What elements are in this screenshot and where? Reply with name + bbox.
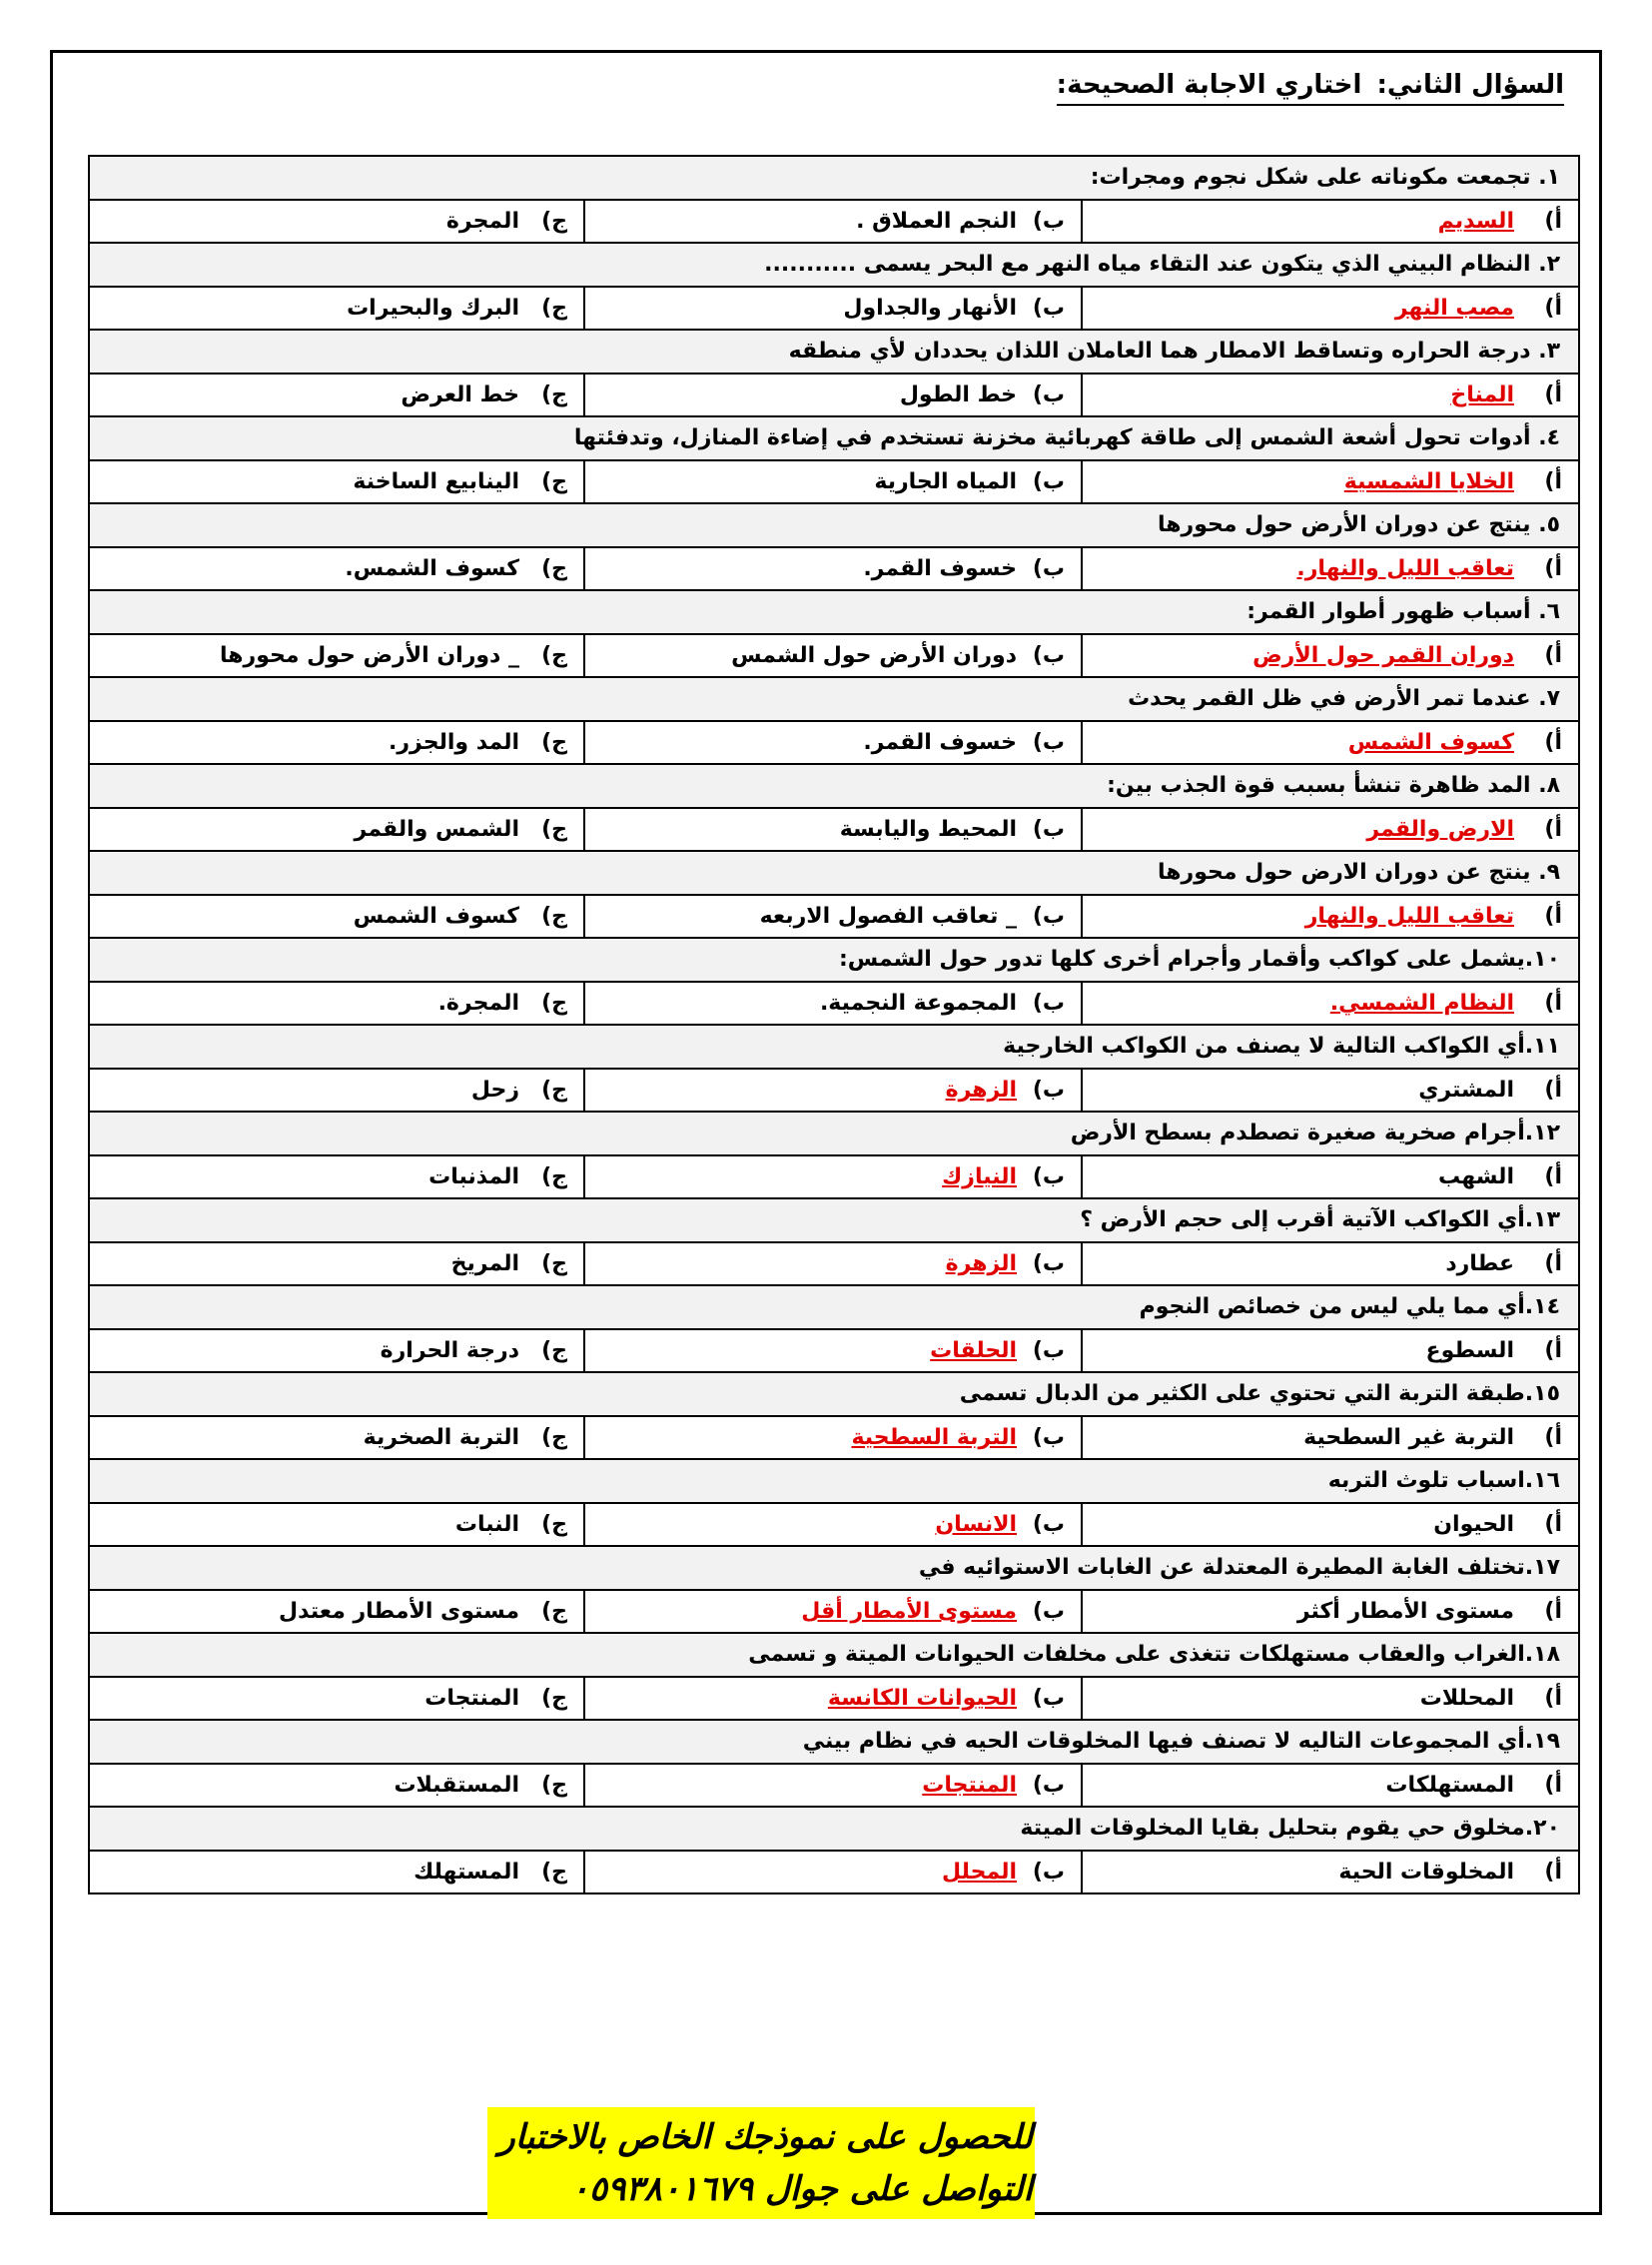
option-b[interactable]: [584, 200, 1082, 244]
answer-row: [89, 721, 1579, 765]
option-text: زحل: [470, 1077, 519, 1103]
option-b[interactable]: [584, 721, 1082, 765]
option-c[interactable]: [89, 895, 584, 939]
option-c[interactable]: [89, 721, 584, 765]
correct-answer: مصب النهر: [1394, 295, 1514, 321]
question-row: [89, 1459, 1579, 1503]
option-letter: أ): [1544, 1685, 1562, 1711]
correct-answer: المنتجات: [922, 1772, 1017, 1798]
option-letter: أ): [1544, 1772, 1562, 1798]
answer-row: [89, 1416, 1579, 1460]
option-letter: ج): [541, 990, 567, 1016]
option-letter: ج): [541, 1424, 567, 1450]
option-a[interactable]: [1082, 721, 1579, 765]
option-letter: ب): [1032, 1163, 1065, 1189]
option-c[interactable]: [89, 1155, 584, 1199]
question-row: [89, 1198, 1579, 1242]
option-c[interactable]: [89, 1590, 584, 1634]
option-b[interactable]: [584, 1242, 1082, 1286]
page-heading: [1057, 70, 1564, 106]
promo-line-2: التواصل على جوال ٠٥٩٣٨٠١٦٧٩: [570, 2169, 1033, 2209]
option-b[interactable]: [584, 374, 1082, 417]
option-c[interactable]: [89, 1764, 584, 1808]
option-letter: ج): [541, 468, 567, 494]
answer-row: [89, 1503, 1579, 1547]
option-b[interactable]: [584, 1069, 1082, 1113]
correct-answer: الارض والقمر: [1366, 816, 1514, 842]
question-text: ٨. المد ظاهرة تنشأ بسبب قوة الجذب بين:: [89, 764, 1579, 808]
option-text: الشمس والقمر: [354, 816, 519, 842]
option-a[interactable]: [1082, 1155, 1579, 1199]
question-row: [89, 503, 1579, 547]
option-b[interactable]: [584, 287, 1082, 331]
option-letter: ج): [541, 295, 567, 321]
option-text: الشهب: [1437, 1163, 1514, 1189]
option-letter: ج): [541, 1859, 567, 1885]
option-text: الأنهار والجداول: [843, 295, 1017, 321]
option-letter: ب): [1032, 903, 1065, 929]
option-text: مستوى الأمطار أكثر: [1296, 1598, 1514, 1624]
option-letter: ب): [1032, 642, 1065, 668]
question-text: ١٤.أي مما يلي ليس من خصائص النجوم: [89, 1285, 1579, 1329]
option-letter: أ): [1544, 1424, 1562, 1450]
option-letter: أ): [1544, 208, 1562, 234]
option-text: المشتري: [1418, 1077, 1514, 1103]
option-b[interactable]: [584, 808, 1082, 852]
option-letter: ج): [541, 1250, 567, 1276]
option-letter: ب): [1032, 1511, 1065, 1537]
question-row: [89, 1025, 1579, 1069]
correct-answer: مستوى الأمطار أقل: [801, 1598, 1017, 1624]
option-letter: ب): [1032, 990, 1065, 1016]
option-c[interactable]: [89, 982, 584, 1026]
answer-row: [89, 1329, 1579, 1373]
answer-row: [89, 1677, 1579, 1721]
correct-answer: المناخ: [1450, 381, 1514, 407]
option-text: المستهلك: [413, 1859, 519, 1885]
question-text: ١٣.أي الكواكب الآتية أقرب إلى حجم الأرض ؟: [89, 1198, 1579, 1242]
option-text: خسوف القمر.: [863, 729, 1017, 755]
option-letter: ب): [1032, 555, 1065, 581]
correct-answer: الزهرة: [945, 1250, 1017, 1276]
answer-row: [89, 1851, 1579, 1894]
option-a[interactable]: [1082, 1329, 1579, 1373]
question-row: [89, 1633, 1579, 1677]
option-text: البرك والبحيرات: [347, 295, 519, 321]
option-letter: ب): [1032, 1077, 1065, 1103]
option-letter: ج): [541, 1337, 567, 1363]
option-text: المنتجات: [424, 1685, 519, 1711]
option-a[interactable]: [1082, 1069, 1579, 1113]
question-text: ١. تجمعت مكوناته على شكل نجوم ومجرات:: [89, 156, 1579, 200]
option-a[interactable]: [1082, 1503, 1579, 1547]
answer-row: [89, 1242, 1579, 1286]
question-row: [89, 1372, 1579, 1416]
answer-row: [89, 460, 1579, 504]
option-letter: أ): [1544, 381, 1562, 407]
option-letter: أ): [1544, 816, 1562, 842]
option-a[interactable]: [1082, 287, 1579, 331]
correct-answer: تعاقب الليل والنهار: [1304, 903, 1514, 929]
option-letter: ب): [1032, 468, 1065, 494]
question-row: [89, 590, 1579, 634]
answer-row: [89, 1155, 1579, 1199]
option-text: المريخ: [450, 1250, 519, 1276]
option-text: الينابيع الساخنة: [353, 468, 519, 494]
option-b[interactable]: [584, 634, 1082, 678]
option-text: الحيوان: [1433, 1511, 1514, 1537]
option-letter: ب): [1032, 1250, 1065, 1276]
option-letter: أ): [1544, 903, 1562, 929]
option-text: المياه الجارية: [874, 468, 1017, 494]
question-text: ٣. درجة الحراره وتساقط الامطار هما العاملان اللذان يحددان لأي منطقه: [89, 330, 1579, 374]
option-c[interactable]: [89, 1851, 584, 1894]
option-b[interactable]: [584, 1677, 1082, 1721]
option-text: المحيط واليابسة: [839, 816, 1017, 842]
option-b[interactable]: [584, 460, 1082, 504]
option-c[interactable]: [89, 287, 584, 331]
answer-row: [89, 1590, 1579, 1634]
option-a[interactable]: [1082, 1416, 1579, 1460]
correct-answer: دوران القمر حول الأرض: [1252, 642, 1514, 668]
correct-answer: كسوف الشمس: [1347, 729, 1514, 755]
correct-answer: النيازك: [942, 1163, 1017, 1189]
option-text: خط الطول: [899, 381, 1017, 407]
option-text: المد والجزر.: [389, 729, 519, 755]
option-a[interactable]: [1082, 982, 1579, 1026]
question-row: [89, 330, 1579, 374]
answer-row: [89, 1069, 1579, 1113]
option-letter: ج): [541, 1685, 567, 1711]
option-b[interactable]: [584, 1329, 1082, 1373]
question-text: ٥. ينتج عن دوران الأرض حول محورها: [89, 503, 1579, 547]
option-a[interactable]: [1082, 1590, 1579, 1634]
answer-row: [89, 200, 1579, 244]
option-c[interactable]: [89, 200, 584, 244]
option-letter: أ): [1544, 1250, 1562, 1276]
option-letter: ب): [1032, 208, 1065, 234]
option-letter: أ): [1544, 555, 1562, 581]
question-row: [89, 1720, 1579, 1764]
question-text: ١٨.الغراب والعقاب مستهلكات تتغذى على مخلفات الحيوانات الميتة و تسمى: [89, 1633, 1579, 1677]
option-a[interactable]: [1082, 547, 1579, 591]
option-letter: أ): [1544, 468, 1562, 494]
question-text: ٤. أدوات تحول أشعة الشمس إلى طاقة كهربائية مخزنة تستخدم في إضاءة المنازل، وتدفئتها: [89, 416, 1579, 460]
option-b[interactable]: [584, 895, 1082, 939]
option-letter: ب): [1032, 816, 1065, 842]
option-text: المجرة: [445, 208, 519, 234]
option-letter: ج): [541, 816, 567, 842]
option-letter: ج): [541, 1077, 567, 1103]
option-letter: أ): [1544, 729, 1562, 755]
question-row: [89, 1807, 1579, 1851]
option-text: خط العرض: [401, 381, 519, 407]
question-row: [89, 156, 1579, 200]
option-letter: أ): [1544, 1511, 1562, 1537]
option-letter: ج): [541, 1772, 567, 1798]
question-text: ١٥.طبقة التربة التي تحتوي على الكثير من الدبال تسمى: [89, 1372, 1579, 1416]
option-letter: ب): [1032, 1424, 1065, 1450]
option-text: المستهلكات: [1385, 1772, 1514, 1798]
answer-row: [89, 1764, 1579, 1808]
correct-answer: الخلايا الشمسية: [1343, 468, 1514, 494]
option-a[interactable]: [1082, 895, 1579, 939]
option-letter: ج): [541, 555, 567, 581]
correct-answer: الحيوانات الكانسة: [827, 1685, 1017, 1711]
option-text: مستوى الأمطار معتدل: [279, 1598, 519, 1624]
option-c[interactable]: [89, 1242, 584, 1286]
option-text: المستقبلات: [394, 1772, 519, 1798]
option-b[interactable]: [584, 1155, 1082, 1199]
question-text: ١١.أي الكواكب التالية لا يصنف من الكواكب الخارجية: [89, 1025, 1579, 1069]
option-b[interactable]: [584, 982, 1082, 1026]
question-label: السؤال الثاني:: [1376, 70, 1564, 100]
question-text: ٩. ينتج عن دوران الارض حول محورها: [89, 851, 1579, 895]
option-b[interactable]: [584, 1851, 1082, 1894]
correct-answer: الزهرة: [945, 1077, 1017, 1103]
option-letter: ب): [1032, 381, 1065, 407]
option-a[interactable]: [1082, 374, 1579, 417]
answer-row: [89, 374, 1579, 417]
option-letter: ب): [1032, 1859, 1065, 1885]
option-letter: ج): [541, 381, 567, 407]
option-a[interactable]: [1082, 460, 1579, 504]
correct-answer: الحلقات: [930, 1337, 1017, 1363]
promo-line-1: للحصول على نموذجك الخاص بالاختبار: [498, 2117, 1033, 2157]
correct-answer: المحلل: [941, 1859, 1017, 1885]
option-a[interactable]: [1082, 200, 1579, 244]
question-row: [89, 1546, 1579, 1590]
option-letter: ب): [1032, 1772, 1065, 1798]
option-a[interactable]: [1082, 1677, 1579, 1721]
option-text: كسوف الشمس.: [345, 555, 519, 581]
answer-row: [89, 547, 1579, 591]
option-c[interactable]: [89, 1069, 584, 1113]
option-text: النبات: [454, 1511, 519, 1537]
question-text: ٢. النظام البيني الذي يتكون عند التقاء مياه النهر مع البحر يسمى ...........: [89, 243, 1579, 287]
question-row: [89, 416, 1579, 460]
question-text: ١٧.تختلف الغابة المطيرة المعتدلة عن الغابات الاستوائيه في: [89, 1546, 1579, 1590]
option-letter: ج): [541, 903, 567, 929]
question-row: [89, 938, 1579, 982]
option-letter: ج): [541, 642, 567, 668]
option-c[interactable]: [89, 374, 584, 417]
answer-row: [89, 808, 1579, 852]
option-text: التربة غير السطحية: [1303, 1424, 1514, 1450]
option-c[interactable]: [89, 1416, 584, 1460]
question-text: ١٦.اسباب تلوث التربه: [89, 1459, 1579, 1503]
question-row: [89, 1285, 1579, 1329]
question-row: [89, 677, 1579, 721]
option-a[interactable]: [1082, 1242, 1579, 1286]
option-a[interactable]: [1082, 808, 1579, 852]
option-text: كسوف الشمس: [353, 903, 519, 929]
option-text: المجموعة النجمية.: [819, 990, 1017, 1016]
option-c[interactable]: [89, 1329, 584, 1373]
question-text: ٦. أسباب ظهور أطوار القمر:: [89, 590, 1579, 634]
option-letter: أ): [1544, 1077, 1562, 1103]
question-row: [89, 1112, 1579, 1155]
answer-row: [89, 634, 1579, 678]
option-letter: أ): [1544, 295, 1562, 321]
question-row: [89, 851, 1579, 895]
option-text: النجم العملاق .: [856, 208, 1017, 234]
option-b[interactable]: [584, 1416, 1082, 1460]
option-b[interactable]: [584, 1503, 1082, 1547]
option-letter: ب): [1032, 1598, 1065, 1624]
option-b[interactable]: [584, 547, 1082, 591]
answer-row: [89, 895, 1579, 939]
answer-row: [89, 982, 1579, 1026]
questions-table: [88, 155, 1580, 1894]
option-letter: ب): [1032, 729, 1065, 755]
option-letter: ج): [541, 1163, 567, 1189]
option-letter: ج): [541, 1511, 567, 1537]
option-c[interactable]: [89, 1677, 584, 1721]
option-text: المذنبات: [428, 1163, 519, 1189]
question-text: ٧. عندما تمر الأرض في ظل القمر يحدث: [89, 677, 1579, 721]
option-c[interactable]: [89, 808, 584, 852]
question-row: [89, 764, 1579, 808]
question-text: ١٠.يشمل على كواكب وأقمار وأجرام أخرى كلها تدور حول الشمس:: [89, 938, 1579, 982]
option-c[interactable]: [89, 1503, 584, 1547]
question-text: ١٢.أجرام صخرية صغيرة تصطدم بسطح الأرض: [89, 1112, 1579, 1155]
option-letter: ج): [541, 208, 567, 234]
option-a[interactable]: [1082, 1851, 1579, 1894]
option-letter: ب): [1032, 295, 1065, 321]
option-letter: ب): [1032, 1337, 1065, 1363]
correct-answer: تعاقب الليل والنهار.: [1296, 555, 1514, 581]
option-letter: أ): [1544, 1598, 1562, 1624]
question-row: [89, 243, 1579, 287]
option-b[interactable]: [584, 1590, 1082, 1634]
option-text: التربة الصخرية: [363, 1424, 519, 1450]
option-text: _ دوران الأرض حول محورها: [220, 642, 519, 668]
option-letter: أ): [1544, 990, 1562, 1016]
instruction-text: اختاري الاجابة الصحيحة:: [1056, 70, 1362, 100]
option-text: _ تعاقب الفصول الاربعه: [759, 903, 1017, 929]
question-text: ١٩.أي المجموعات التاليه لا تصنف فيها المخلوقات الحيه في نظام بيني: [89, 1720, 1579, 1764]
option-b[interactable]: [584, 1764, 1082, 1808]
correct-answer: الانسان: [935, 1511, 1017, 1537]
option-a[interactable]: [1082, 1764, 1579, 1808]
option-text: السطوع: [1425, 1337, 1514, 1363]
option-text: عطارد: [1445, 1250, 1514, 1276]
option-letter: أ): [1544, 1163, 1562, 1189]
option-letter: أ): [1544, 1337, 1562, 1363]
option-text: خسوف القمر.: [863, 555, 1017, 581]
option-c[interactable]: [89, 634, 584, 678]
option-c[interactable]: [89, 460, 584, 504]
correct-answer: النظام الشمسي.: [1329, 990, 1514, 1016]
option-letter: أ): [1544, 1859, 1562, 1885]
option-text: دوران الأرض حول الشمس: [731, 642, 1017, 668]
question-text: ٢٠.مخلوق حي يقوم بتحليل بقايا المخلوقات الميتة: [89, 1807, 1579, 1851]
option-letter: ب): [1032, 1685, 1065, 1711]
option-a[interactable]: [1082, 634, 1579, 678]
option-text: درجة الحرارة: [380, 1337, 519, 1363]
option-letter: ج): [541, 1598, 567, 1624]
option-text: المجرة.: [437, 990, 519, 1016]
correct-answer: التربة السطحية: [851, 1424, 1017, 1450]
correct-answer: السديم: [1437, 208, 1514, 234]
option-letter: ج): [541, 729, 567, 755]
answer-row: [89, 287, 1579, 331]
option-letter: أ): [1544, 642, 1562, 668]
option-text: المحللات: [1419, 1685, 1514, 1711]
option-c[interactable]: [89, 547, 584, 591]
option-text: المخلوقات الحية: [1338, 1859, 1514, 1885]
